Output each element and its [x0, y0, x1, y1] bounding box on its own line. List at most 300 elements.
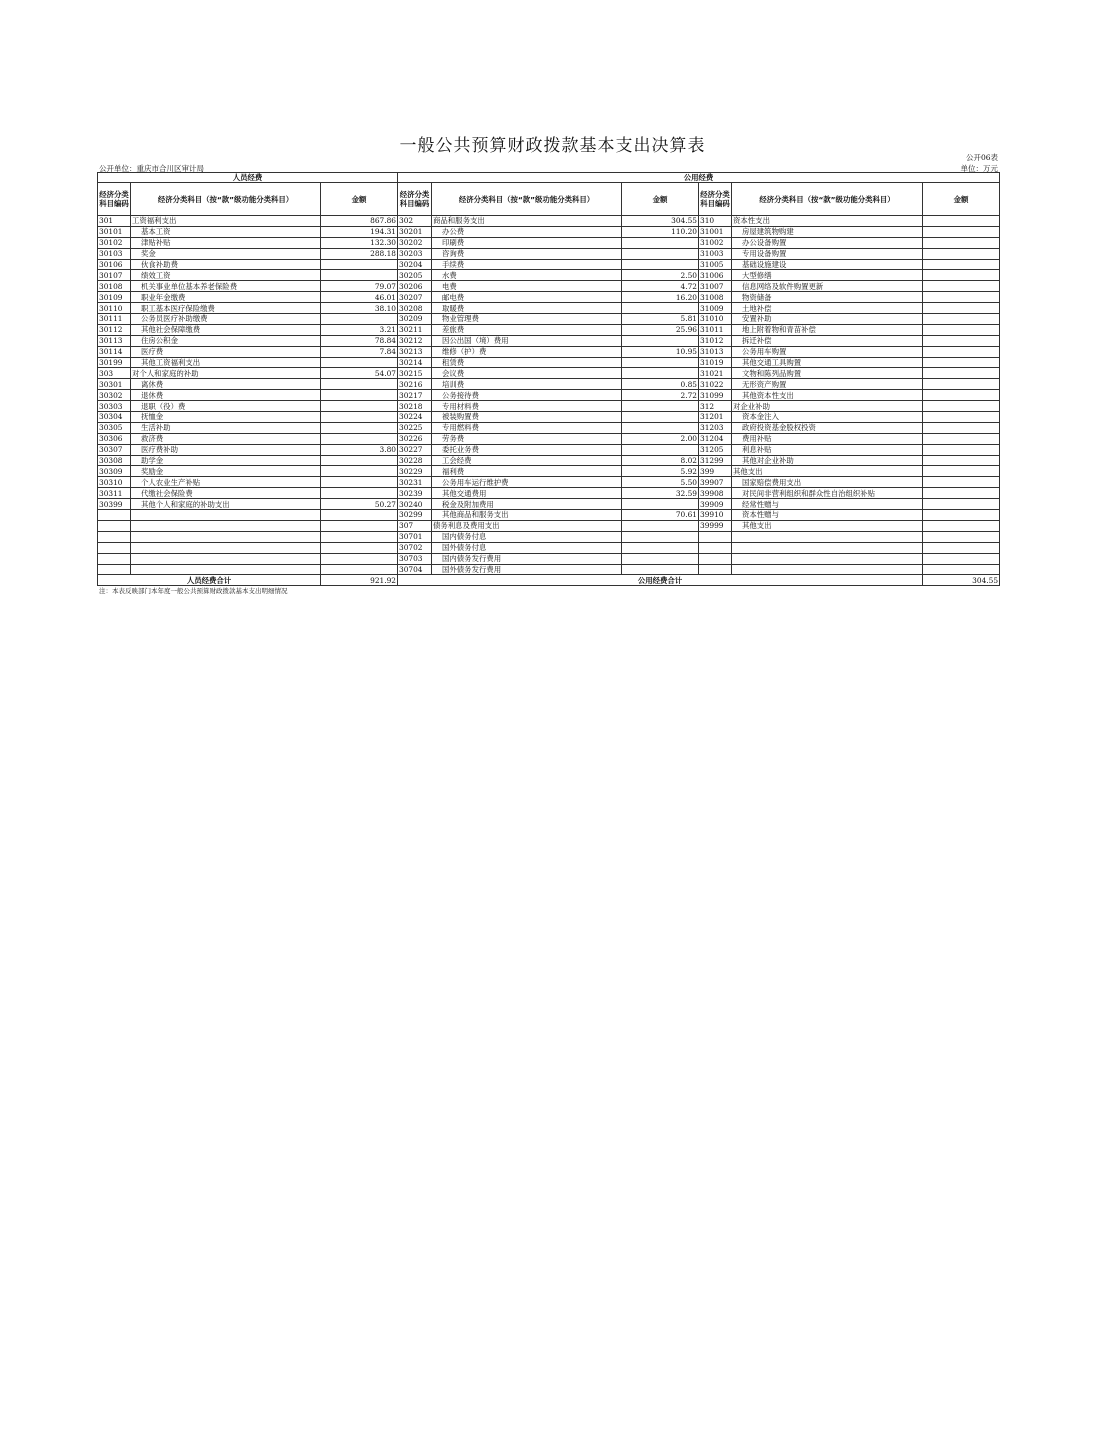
- econ-code-cell: 30305: [98, 422, 131, 433]
- amount-cell: 50.27: [321, 499, 398, 510]
- item-name-cell: 专用材料费: [432, 401, 622, 412]
- item-name-cell: 办公费: [432, 226, 622, 237]
- amount-cell: 5.92: [622, 466, 699, 477]
- amount-cell: [321, 542, 398, 553]
- econ-code-cell: 30299: [398, 510, 432, 521]
- econ-code-cell: 30106: [98, 259, 131, 270]
- amount-cell: 194.31: [321, 226, 398, 237]
- item-name-cell: 公务用车运行维护费: [432, 477, 622, 488]
- item-name-cell: 培训费: [432, 379, 622, 390]
- table-row: [98, 270, 1000, 281]
- econ-code-cell: 30211: [398, 324, 432, 335]
- econ-code-cell: 30199: [98, 357, 131, 368]
- item-name-cell: 地上附着物和青苗补偿: [732, 324, 923, 335]
- form-code: 公开06表: [965, 153, 998, 162]
- item-name-cell: 其他交通工具购置: [732, 357, 923, 368]
- item-name-cell: 其他资本性支出: [732, 390, 923, 401]
- table-row: [98, 499, 1000, 510]
- econ-code-cell: 30240: [398, 499, 432, 510]
- table-row: [98, 281, 1000, 292]
- amount-cell: [923, 379, 1000, 390]
- item-name-cell: 其他商品和服务支出: [432, 510, 622, 521]
- econ-code-cell: 31099: [699, 390, 732, 401]
- table-row: [98, 226, 1000, 237]
- amount-cell: [923, 324, 1000, 335]
- amount-cell: 46.01: [321, 292, 398, 303]
- item-name-cell: [131, 510, 321, 521]
- item-name-cell: [732, 553, 923, 564]
- amount-cell: [321, 433, 398, 444]
- amount-cell: [321, 357, 398, 368]
- econ-code-cell: 31002: [699, 237, 732, 248]
- table-row: [98, 466, 1000, 477]
- econ-code-cell: 30703: [398, 553, 432, 564]
- amount-cell: [321, 466, 398, 477]
- econ-code-cell: 399: [699, 466, 732, 477]
- econ-code-cell: 39907: [699, 477, 732, 488]
- econ-code-cell: 30204: [398, 259, 432, 270]
- item-name-cell: 其他交通费用: [432, 488, 622, 499]
- amount-cell: [923, 444, 1000, 455]
- amount-cell: [923, 216, 1000, 227]
- item-name-cell: 救济费: [131, 433, 321, 444]
- item-name-cell: 差旅费: [432, 324, 622, 335]
- econ-code-cell: 302: [398, 216, 432, 227]
- item-name-cell: 资本性支出: [732, 216, 923, 227]
- item-name-cell: 国内债务发行费用: [432, 553, 622, 564]
- public-total-value: 304.55: [923, 575, 1000, 586]
- item-name-cell: 无形资产购置: [732, 379, 923, 390]
- footnote: 注：本表反映部门本年度一般公共预算财政拨款基本支出明细情况: [99, 587, 288, 595]
- amount-cell: [923, 303, 1000, 314]
- amount-cell: [923, 433, 1000, 444]
- amount-col-header: 金额: [622, 183, 699, 216]
- econ-code-cell: 30214: [398, 357, 432, 368]
- expenditure-table: [97, 172, 1000, 586]
- econ-code-cell: 31012: [699, 335, 732, 346]
- amount-cell: [923, 346, 1000, 357]
- econ-code-cell: 30217: [398, 390, 432, 401]
- econ-code-cell: 30399: [98, 499, 131, 510]
- table-row: [98, 412, 1000, 423]
- amount-cell: [923, 335, 1000, 346]
- econ-code-cell: 30111: [98, 314, 131, 325]
- item-name-cell: 医疗费补助: [131, 444, 321, 455]
- amount-cell: [923, 499, 1000, 510]
- econ-code-cell: [699, 542, 732, 553]
- amount-cell: 4.72: [622, 281, 699, 292]
- econ-code-cell: 30212: [398, 335, 432, 346]
- item-name-cell: 电费: [432, 281, 622, 292]
- econ-code-cell: 31203: [699, 422, 732, 433]
- table-row: [98, 455, 1000, 466]
- amount-cell: [622, 303, 699, 314]
- amount-cell: 2.50: [622, 270, 699, 281]
- table-row: [98, 216, 1000, 227]
- econ-code-cell: 30113: [98, 335, 131, 346]
- item-name-cell: 大型修缮: [732, 270, 923, 281]
- item-name-cell: 对企业补助: [732, 401, 923, 412]
- amount-cell: [622, 412, 699, 423]
- amount-cell: 78.84: [321, 335, 398, 346]
- econ-code-cell: 30310: [98, 477, 131, 488]
- amount-cell: 3.80: [321, 444, 398, 455]
- econ-code-cell: 310: [699, 216, 732, 227]
- table-row: [98, 357, 1000, 368]
- item-name-cell: 代缴社会保险费: [131, 488, 321, 499]
- item-name-cell: 邮电费: [432, 292, 622, 303]
- item-name-cell: 资本性赠与: [732, 510, 923, 521]
- amount-cell: 25.96: [622, 324, 699, 335]
- amount-cell: [622, 259, 699, 270]
- econ-code-cell: [699, 553, 732, 564]
- item-name-cell: [131, 553, 321, 564]
- econ-code-cell: 31007: [699, 281, 732, 292]
- amount-cell: 54.07: [321, 368, 398, 379]
- item-name-cell: 劳务费: [432, 433, 622, 444]
- econ-code-cell: [98, 542, 131, 553]
- table-row: [98, 488, 1000, 499]
- econ-code-cell: 30110: [98, 303, 131, 314]
- name-col-header: 经济分类科目（按“款”级功能分类科目）: [432, 183, 622, 216]
- table-row: [98, 259, 1000, 270]
- econ-code-cell: 30201: [398, 226, 432, 237]
- amount-col-header: 金额: [321, 183, 398, 216]
- item-name-cell: 国家赔偿费用支出: [732, 477, 923, 488]
- amount-cell: [321, 520, 398, 531]
- amount-cell: [321, 379, 398, 390]
- amount-cell: [923, 488, 1000, 499]
- item-name-cell: 退休费: [131, 390, 321, 401]
- amount-cell: [321, 422, 398, 433]
- amount-cell: [622, 564, 699, 575]
- econ-code-cell: 30202: [398, 237, 432, 248]
- econ-code-cell: 30208: [398, 303, 432, 314]
- econ-code-cell: 31010: [699, 314, 732, 325]
- table-row: [98, 368, 1000, 379]
- personnel-total-label: 人员经费合计: [98, 575, 321, 586]
- amount-cell: [622, 531, 699, 542]
- econ-code-cell: 30203: [398, 248, 432, 259]
- item-name-cell: 奖励金: [131, 466, 321, 477]
- econ-code-cell: 30226: [398, 433, 432, 444]
- item-name-cell: 房屋建筑物购建: [732, 226, 923, 237]
- item-name-cell: 工会经费: [432, 455, 622, 466]
- table-row: [98, 401, 1000, 412]
- amount-cell: 110.20: [622, 226, 699, 237]
- amount-cell: [923, 510, 1000, 521]
- amount-cell: [622, 499, 699, 510]
- item-name-cell: 税金及附加费用: [432, 499, 622, 510]
- econ-code-cell: 31201: [699, 412, 732, 423]
- item-name-cell: 维修（护）费: [432, 346, 622, 357]
- econ-code-cell: 30306: [98, 433, 131, 444]
- table-row: [98, 248, 1000, 259]
- item-name-cell: 生活补助: [131, 422, 321, 433]
- item-name-cell: 个人农业生产补贴: [131, 477, 321, 488]
- econ-code-cell: [98, 531, 131, 542]
- amount-cell: [321, 412, 398, 423]
- amount-cell: [923, 520, 1000, 531]
- econ-code-cell: 30228: [398, 455, 432, 466]
- amount-cell: [622, 401, 699, 412]
- public-total-label: 公用经费合计: [398, 575, 923, 586]
- econ-code-cell: [699, 564, 732, 575]
- amount-cell: [923, 466, 1000, 477]
- econ-code-cell: 39910: [699, 510, 732, 521]
- item-name-cell: 伙食补助费: [131, 259, 321, 270]
- amount-cell: [923, 477, 1000, 488]
- item-name-cell: 债务利息及费用支出: [432, 520, 622, 531]
- amount-cell: [923, 368, 1000, 379]
- item-name-cell: 奖金: [131, 248, 321, 259]
- econ-code-cell: 30311: [98, 488, 131, 499]
- amount-cell: 79.07: [321, 281, 398, 292]
- item-name-cell: 公务员医疗补助缴费: [131, 314, 321, 325]
- item-name-cell: 印刷费: [432, 237, 622, 248]
- item-name-cell: 福利费: [432, 466, 622, 477]
- item-name-cell: 绩效工资: [131, 270, 321, 281]
- econ-code-cell: 31021: [699, 368, 732, 379]
- amount-cell: [923, 542, 1000, 553]
- personnel-total-value: 921.92: [321, 575, 398, 586]
- item-name-cell: 基础设施建设: [732, 259, 923, 270]
- econ-code-cell: 30213: [398, 346, 432, 357]
- econ-code-cell: [98, 510, 131, 521]
- amount-cell: 288.18: [321, 248, 398, 259]
- amount-cell: [923, 564, 1000, 575]
- econ-code-cell: 30227: [398, 444, 432, 455]
- table-row: [98, 564, 1000, 575]
- item-name-cell: 机关事业单位基本养老保险费: [131, 281, 321, 292]
- table-row: [98, 433, 1000, 444]
- econ-code-cell: 30231: [398, 477, 432, 488]
- public-section-header: 公用经费: [398, 173, 1000, 183]
- amount-cell: [622, 368, 699, 379]
- amount-cell: [321, 390, 398, 401]
- econ-code-cell: 31005: [699, 259, 732, 270]
- item-name-cell: 租赁费: [432, 357, 622, 368]
- econ-code-cell: 31019: [699, 357, 732, 368]
- econ-code-cell: 30109: [98, 292, 131, 303]
- amount-cell: [622, 357, 699, 368]
- item-name-cell: 对个人和家庭的补助: [131, 368, 321, 379]
- table-row: [98, 520, 1000, 531]
- item-name-cell: 费用补贴: [732, 433, 923, 444]
- econ-code-cell: [98, 564, 131, 575]
- econ-code-cell: 39908: [699, 488, 732, 499]
- item-name-cell: 因公出国（境）费用: [432, 335, 622, 346]
- item-name-cell: 土地补偿: [732, 303, 923, 314]
- econ-code-cell: 30704: [398, 564, 432, 575]
- econ-code-cell: 30229: [398, 466, 432, 477]
- econ-code-cell: 30215: [398, 368, 432, 379]
- econ-code-cell: 30207: [398, 292, 432, 303]
- amount-cell: [923, 270, 1000, 281]
- item-name-cell: 对民间非营利组织和群众性自治组织补贴: [732, 488, 923, 499]
- amount-cell: 0.85: [622, 379, 699, 390]
- amount-cell: [321, 488, 398, 499]
- table-row: [98, 324, 1000, 335]
- econ-code-cell: 30206: [398, 281, 432, 292]
- amount-cell: [321, 564, 398, 575]
- amount-cell: [622, 553, 699, 564]
- table-row: [98, 422, 1000, 433]
- amount-cell: [622, 520, 699, 531]
- item-name-cell: 公务接待费: [432, 390, 622, 401]
- econ-code-cell: 31009: [699, 303, 732, 314]
- econ-code-cell: 31011: [699, 324, 732, 335]
- item-name-cell: 国外债务付息: [432, 542, 622, 553]
- item-name-cell: 国外债务发行费用: [432, 564, 622, 575]
- econ-code-cell: 303: [98, 368, 131, 379]
- amount-cell: [923, 390, 1000, 401]
- econ-code-cell: 30302: [98, 390, 131, 401]
- item-name-cell: 被装购置费: [432, 412, 622, 423]
- name-col-header: 经济分类科目（按“款”级功能分类科目）: [732, 183, 923, 216]
- econ-code-cell: 30103: [98, 248, 131, 259]
- item-name-cell: 住房公积金: [131, 335, 321, 346]
- econ-code-cell: 30102: [98, 237, 131, 248]
- item-name-cell: 职业年金缴费: [131, 292, 321, 303]
- item-name-cell: 医疗费: [131, 346, 321, 357]
- amount-cell: [321, 477, 398, 488]
- econ-code-cell: [98, 520, 131, 531]
- table-row: [98, 335, 1000, 346]
- table-row: [98, 379, 1000, 390]
- name-col-header: 经济分类科目（按“款”级功能分类科目）: [131, 183, 321, 216]
- amount-cell: 2.00: [622, 433, 699, 444]
- table-row: [98, 303, 1000, 314]
- amount-cell: 5.50: [622, 477, 699, 488]
- amount-cell: [923, 259, 1000, 270]
- table-row: [98, 314, 1000, 325]
- amount-cell: 2.72: [622, 390, 699, 401]
- econ-code-cell: 31299: [699, 455, 732, 466]
- item-name-cell: 物资储备: [732, 292, 923, 303]
- econ-code-cell: 30702: [398, 542, 432, 553]
- code-col-header: 经济分类科目编码: [398, 183, 432, 216]
- econ-code-cell: 31006: [699, 270, 732, 281]
- amount-cell: [622, 422, 699, 433]
- amount-cell: 8.02: [622, 455, 699, 466]
- amount-cell: 3.21: [321, 324, 398, 335]
- item-name-cell: 委托业务费: [432, 444, 622, 455]
- item-name-cell: 公务用车购置: [732, 346, 923, 357]
- item-name-cell: 安置补助: [732, 314, 923, 325]
- econ-code-cell: 30112: [98, 324, 131, 335]
- item-name-cell: 其他对企业补助: [732, 455, 923, 466]
- amount-cell: [923, 292, 1000, 303]
- item-name-cell: [732, 542, 923, 553]
- item-name-cell: 物业管理费: [432, 314, 622, 325]
- amount-cell: [622, 248, 699, 259]
- code-col-header: 经济分类科目编码: [699, 183, 732, 216]
- item-name-cell: [131, 531, 321, 542]
- amount-cell: [622, 335, 699, 346]
- econ-code-cell: 30307: [98, 444, 131, 455]
- item-name-cell: [732, 531, 923, 542]
- amount-cell: [321, 314, 398, 325]
- item-name-cell: 其他支出: [732, 520, 923, 531]
- amount-cell: [321, 553, 398, 564]
- table-row: [98, 237, 1000, 248]
- item-name-cell: 助学金: [131, 455, 321, 466]
- econ-code-cell: 30114: [98, 346, 131, 357]
- amount-cell: [923, 314, 1000, 325]
- econ-code-cell: 39999: [699, 520, 732, 531]
- econ-code-cell: 30309: [98, 466, 131, 477]
- reporting-unit: 公开单位：重庆市合川区审计局: [99, 164, 204, 173]
- econ-code-cell: 30224: [398, 412, 432, 423]
- amount-cell: 32.59: [622, 488, 699, 499]
- item-name-cell: 其他个人和家庭的补助支出: [131, 499, 321, 510]
- econ-code-cell: 31013: [699, 346, 732, 357]
- item-name-cell: 利息补贴: [732, 444, 923, 455]
- amount-cell: [923, 248, 1000, 259]
- item-name-cell: 资本金注入: [732, 412, 923, 423]
- table-row: [98, 346, 1000, 357]
- amount-cell: 304.55: [622, 216, 699, 227]
- amount-cell: [321, 531, 398, 542]
- item-name-cell: [131, 542, 321, 553]
- item-name-cell: 职工基本医疗保险缴费: [131, 303, 321, 314]
- table-row: [98, 542, 1000, 553]
- item-name-cell: 手续费: [432, 259, 622, 270]
- amount-cell: [923, 237, 1000, 248]
- econ-code-cell: 30301: [98, 379, 131, 390]
- amount-cell: [622, 542, 699, 553]
- amount-cell: [923, 422, 1000, 433]
- item-name-cell: 商品和服务支出: [432, 216, 622, 227]
- item-name-cell: 国内债务付息: [432, 531, 622, 542]
- item-name-cell: 基本工资: [131, 226, 321, 237]
- amount-cell: [923, 401, 1000, 412]
- item-name-cell: 政府投资基金股权投资: [732, 422, 923, 433]
- econ-code-cell: [98, 553, 131, 564]
- amount-cell: 38.10: [321, 303, 398, 314]
- item-name-cell: [131, 564, 321, 575]
- amount-cell: [923, 412, 1000, 423]
- table-row: [98, 444, 1000, 455]
- econ-code-cell: 30108: [98, 281, 131, 292]
- amount-cell: 5.81: [622, 314, 699, 325]
- table-row: [98, 292, 1000, 303]
- econ-code-cell: 30303: [98, 401, 131, 412]
- amount-cell: [923, 357, 1000, 368]
- item-name-cell: 拆迁补偿: [732, 335, 923, 346]
- item-name-cell: 其他社会保障缴费: [131, 324, 321, 335]
- amount-cell: [321, 270, 398, 281]
- econ-code-cell: 312: [699, 401, 732, 412]
- econ-code-cell: 30308: [98, 455, 131, 466]
- econ-code-cell: 30701: [398, 531, 432, 542]
- item-name-cell: 水费: [432, 270, 622, 281]
- amount-cell: [622, 444, 699, 455]
- econ-code-cell: 31001: [699, 226, 732, 237]
- econ-code-cell: 30304: [98, 412, 131, 423]
- item-name-cell: 工资福利支出: [131, 216, 321, 227]
- econ-code-cell: 31022: [699, 379, 732, 390]
- table-row: [98, 510, 1000, 521]
- amount-cell: [923, 531, 1000, 542]
- item-name-cell: 津贴补贴: [131, 237, 321, 248]
- amount-cell: 132.30: [321, 237, 398, 248]
- econ-code-cell: 307: [398, 520, 432, 531]
- econ-code-cell: 30209: [398, 314, 432, 325]
- econ-code-cell: 31204: [699, 433, 732, 444]
- econ-code-cell: 30107: [98, 270, 131, 281]
